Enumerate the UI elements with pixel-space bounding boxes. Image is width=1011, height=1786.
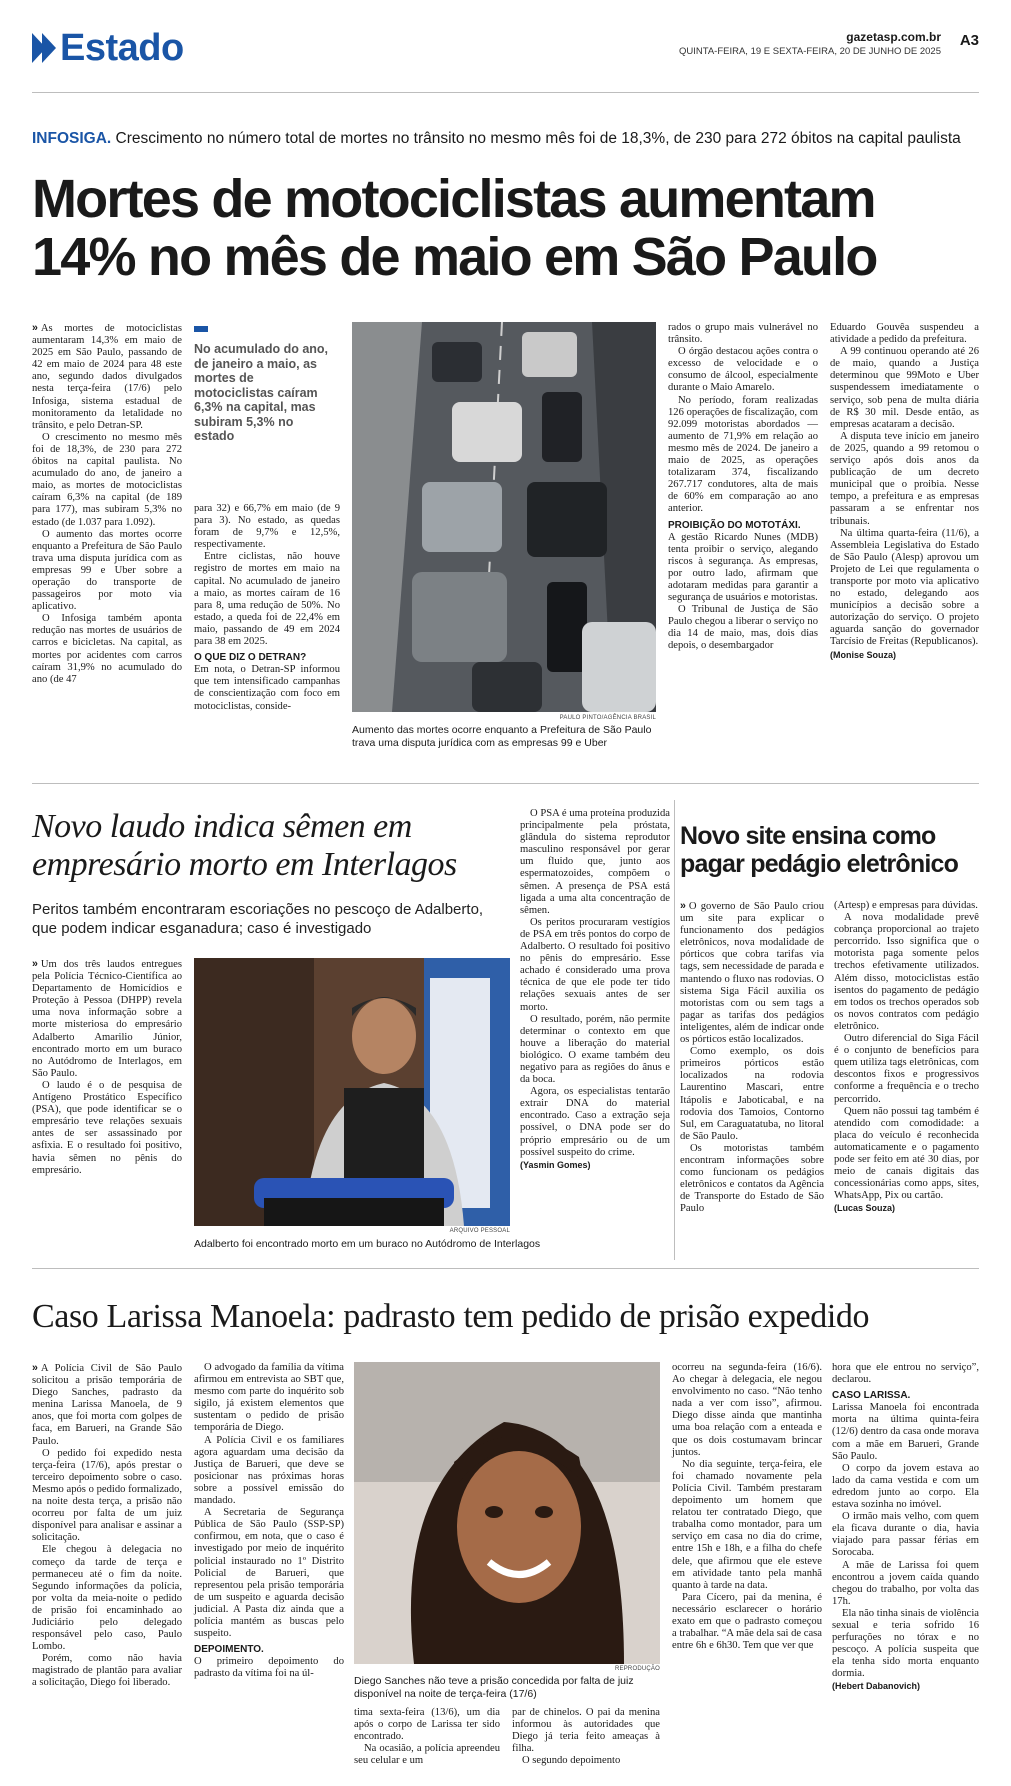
paragraph: rados o grupo mais vulnerável no trânsito. (668, 322, 818, 346)
paragraph: O aumento das mortes ocorre enquanto a Prefeitura de São Paulo trava uma disputa jurídica com as empresas 99 e Uber sobre a operação do transporte de passageiros por moto via aplicativo. (32, 528, 182, 613)
laudo-photo (194, 958, 510, 1226)
byline: (Hebert Dabanovich) (832, 1681, 921, 1692)
laudo-headline-line-1: Novo laudo indica sêmen em (32, 808, 412, 845)
paragraph: O irmão mais velho, com quem ela ficava durante o dia, havia viajado para passar férias em Sorocaba. (832, 1511, 979, 1559)
laudo-deck: Peritos também encontraram escoriações no pescoço de Adalberto, que podem indicar esganadura; caso é investigado (32, 901, 484, 937)
guillemet-icon: » (32, 1362, 38, 1374)
page-number: A3 (959, 32, 979, 49)
paragraph: Eduardo Gouvêa suspendeu a atividade a pedido da prefeitura. (830, 322, 979, 346)
paragraph: O advogado da família da vítima afirmou em entrevista ao SBT que, mesmo com parte do inquérito sob sigilo, já existem elementos que sustentam o pedido de prisão temporária de Diego. (194, 1362, 344, 1434)
photo-credit: ARQUIVO PESSOAL (449, 1228, 510, 1234)
paragraph: O corpo da jovem estava ao lado da cama vestida e com um edredom junto ao corpo. Ela estava sozinha no imóvel. (832, 1462, 979, 1511)
site-headline (680, 822, 980, 878)
photo-caption: Adalberto foi encontrado morto em um buraco no Autódromo de Interlagos (194, 1238, 541, 1250)
girl-portrait-icon (354, 1362, 660, 1664)
paragraph: (Artesp) e empresas para dúvidas. (834, 900, 978, 911)
pull-quote: No acumulado do ano, de janeiro a maio, as mortes de motociclistas caíram 6,3% na capital, mas subiram 5,3% no estado (194, 342, 329, 443)
paragraph: ocorreu na segunda-feira (16/6). Ao chegar à delegacia, ele negou envolvimento no caso. “Não tenho nada a ver com isso”, afirmou. Diego disse ainda que mantinha uma boa relação com a enteada e que os dois costumavam brincar juntos. (672, 1362, 822, 1458)
paragraph: A 99 continuou operando até 26 de maio, quando a Justiça determinou que 99Moto e Uber suspendessem imediatamente o serviço, sob pena de multa diária de R$ 30 mil. Desde então, as empresas acataram a decisão. (830, 346, 979, 430)
paragraph: Na ocasião, a polícia apreendeu seu celular e um (354, 1743, 500, 1767)
larissa-photo (354, 1362, 660, 1664)
paragraph: O Tribunal de Justiça de São Paulo chegou a liberar o serviço no dia 14 de maio, mas, dois dias depois, o desembargador (668, 604, 818, 652)
paragraph: » O governo de São Paulo criou um site para explicar o funcionamento dos pedágios eletrônicos, nova modalidade de pórticos que cobra tarifas via tags, sem necessidade de parada e mantendo o fluxo nas rodovias. O sistema Siga Fácil auxilia os motoristas com ou sem tags a pagar as tarifas dos pedágios inteligentes, além de indicar onde os pórticos estão localizados. (680, 900, 824, 1046)
laudo-column-3 (520, 808, 670, 1171)
paragraph: O PSA é uma proteína produzida principalmente pela próstata, glândula do sistema reprodutor masculino responsável por gerar um fluido que, junto aos espermatozoides, compõem o sêmen. A presença de PSA está ligada a uma alta concentração de sêmen. (520, 808, 670, 916)
section-logo (32, 28, 184, 68)
paragraph: Na última quarta-feira (11/6), a Assembleia Legislativa do Estado de São Paulo (Alesp) aprovou um Projeto de Lei que regulamenta o transporte por moto via aplicativo no estado, delegando aos municípios a decisão sobre a autorização do serviço. O projeto aguarda sanção do governador Tarcísio de Freitas (Republicanos). (830, 527, 979, 648)
site-headline-line-1: Novo site ensina como (680, 822, 936, 850)
paragraph: Larissa Manoela foi encontrada morta na última quinta-feira (12/6) dentro da casa onde morava com a mãe em Barueri, Grande São Paulo. (832, 1402, 979, 1462)
byline: (Lucas Souza) (834, 1203, 896, 1214)
paragraph: O pedido foi expedido nesta terça-feira (17/6), após prestar o terceiro depoimento sobre o caso. Mesmo após o pedido formalizado, na noite desta terça, a prisão não ocorreu por falta de um juiz disponível para analisar e assinar a solicitação. (32, 1447, 182, 1544)
larissa-column-1 (32, 1362, 182, 1690)
dateline: QUINTA-FEIRA, 19 E SEXTA-FEIRA, 20 DE JUNHO DE 2025 (678, 46, 941, 57)
paragraph: Os peritos procuraram vestígios de PSA em três pontos do corpo de Adalberto. O resultado foi positivo no pênis do empresário. Esse achado é considerado uma prova técnica de que ele pode ter tido relações sexuais antes de ser morto. (520, 916, 670, 1013)
paragraph: Porém, como não havia magistrado de plantão para avaliar a solicitação, Diego foi liberado. (32, 1653, 182, 1689)
site-column-2 (834, 900, 979, 1214)
site-url: gazetasp.com.br (846, 30, 941, 44)
paragraph: No dia seguinte, terça-feira, ele foi chamado novamente pela Polícia Civil. Também prestaram depoimento um homem que relatou ter contratado Diego, que trabalha como montador, para um serviço em casa no dia do crime, entre 15h e 18h, e a filha do chefe dele, que afirmou que ele esteve em atividade tanto pela manhã quanto à tarde na data. (672, 1458, 822, 1591)
subheading: DEPOIMENTO. (194, 1644, 264, 1656)
laudo-headline-line-2: empresário morto em Interlagos (32, 846, 457, 883)
main-photo (352, 322, 656, 712)
paragraph: O crescimento no mesmo mês foi de 18,3%, de 230 para 272 óbitos na capital paulista. No acumulado do ano, de janeiro a maio, as mortes de motociclistas caíram 6,3% na capital (de 189 para 177), mas subiram 5,3% no estado (de 1.037 para 1.092). (32, 431, 182, 528)
main-headline-line-1: Mortes de motociclistas aumentam (32, 169, 875, 229)
kicker-label: INFOSIGA. (32, 130, 112, 147)
portrait-photo-icon (194, 958, 510, 1226)
subheading: CASO LARISSA. (832, 1390, 911, 1402)
paragraph: A Secretaria de Segurança Pública de São Paulo (SSP-SP) confirmou, em nota, que o caso é investigado por meio de inquérito policial instaurado no 1º Distrito Policial de Barueri, que representou pela prisão temporária de um suspeito e aguarda decisão judicial. A Pasta diz ainda que a polícia mantém as buscas pelo suspeito. (194, 1507, 344, 1640)
column-divider (674, 800, 675, 1260)
section-name: Estado (60, 26, 184, 69)
larissa-column-4 (672, 1362, 822, 1652)
photo-caption: Aumento das mortes ocorre enquanto a Prefeitura de São Paulo trava uma disputa jurídica com as empresas 99 e Uber (352, 724, 652, 749)
paragraph: Ela não tinha sinais de violência sexual e teria sofrido 16 perfurações no tórax e no pescoço. A polícia suspeita que ela tenha sido morta enquanto dormia. (832, 1607, 979, 1680)
section-rule (32, 783, 979, 784)
paragraph: para 32) e 66,7% em maio (de 9 para 3). No estado, as quedas foram de 9,7% e 12,5%, respectivamente. (194, 503, 340, 551)
paragraph: No período, foram realizadas 126 operações de fiscalização, com 92.099 motoristas abordados — aumento de 71,9% em relação ao mesmo mês de 2024. De janeiro a maio de 2025, as operações totalizaram 374, fiscalizando 267.717 condutores, alta de mais de 60% em comparação ao ano anterior. (668, 394, 818, 515)
laudo-headline (32, 808, 512, 884)
paragraph: Agora, os especialistas tentarão extrair DNA do material encontrado. Caso a extração seja possível, o DNA pode ser do próprio empresário ou de um possível suspeito do crime. (520, 1086, 670, 1158)
site-column-1 (680, 900, 824, 1215)
paragraph: O primeiro depoimento do padrasto da vítima foi na úl- (194, 1656, 344, 1680)
main-column-3 (668, 322, 818, 653)
paragraph: tima sexta-feira (13/6), um dia após o corpo de Larissa ter sido encontrado. (354, 1707, 500, 1743)
paragraph: Para Cícero, pai da menina, é necessário esclarecer o horário exato em que o padrasto começou a trabalhar. “A mãe dela sai de casa entre 6h e 6h30. Tem que ver que (672, 1591, 822, 1652)
paragraph: Como exemplo, os dois primeiros pórticos estão localizados na rodovia Laurentino Mascari, entre Itápolis e Jaboticabal, e na rodovia dos Tamoios, Contorno Sul, em Caraguatatuba, no litoral de São Paulo. (680, 1046, 824, 1142)
main-headline-line-2: 14% no mês de maio em São Paulo (32, 227, 877, 287)
paragraph: A gestão Ricardo Nunes (MDB) tenta proibir o serviço, alegando riscos à segurança. As empresas, por outro lado, afirmam que adotaram medidas para garantir a segurança de usuários e motoristas. (668, 531, 818, 604)
paragraph: » As mortes de motociclistas aumentaram 14,3% em maio de 2025 em São Paulo, passando de 42 em maio de 2024 para 48 este ano, segundo dados divulgados nesta terça-feira (17/6) pelo Infosiga, sistema estadual de monitoramento da letalidade no trânsito, e pelo Detran-SP. (32, 322, 182, 431)
header-rule (32, 92, 979, 93)
larissa-column-3a (354, 1707, 500, 1767)
paragraph: Quem não possui tag também é atendido com comodidade: a placa do veículo é reconhecida automaticamente e o pagamento pode ser feito em até 30 dias, por meio de canais digitais das concessionárias como apps, sites, WhatsApp, Pix ou cartão. (834, 1105, 979, 1202)
paragraph: A mãe de Larissa foi quem encontrou a jovem caída quando chegou do trabalho, por volta das 17h. (832, 1559, 979, 1607)
larissa-column-3b (512, 1707, 660, 1767)
paragraph: A Polícia Civil e os familiares agora aguardam uma decisão da Justiça de Barueri, que deve se posicionar nas próximas horas sobre a possível emissão do mandado. (194, 1434, 344, 1507)
paragraph: Entre ciclistas, não houve registro de mortes em maio na capital. No acumulado de janeiro a maio, as mortes caíram de 16 para 8, uma redução de 50%. No estado, a queda foi de 22,4% em maio, passando de 49 em 2024 para 38 em 2025. (194, 551, 340, 648)
byline: (Monise Souza) (830, 649, 897, 660)
paragraph: hora que ele entrou no serviço”, declarou. (832, 1362, 979, 1386)
main-column-4 (830, 322, 979, 661)
paragraph: Em nota, o Detran-SP informou que tem intensificado campanhas de conscientização com foco em motociclistas, conside- (194, 664, 340, 712)
paragraph: O Infosiga também aponta redução nas mortes de usuários de carros e bicicletas. Na capital, as mortes por acidentes com carros caíram 31,9% no acumulado do ano (de 47 (32, 613, 182, 685)
main-column-2 (194, 503, 340, 713)
larissa-headline: Caso Larissa Manoela: padrasto tem pedido de prisão expedido (32, 1298, 870, 1335)
paragraph: Outro diferencial do Siga Fácil é o conjunto de benefícios para quem utiliza tags eletrônicas, com descontos fixos e progressivos conforme a frequência e o trecho percorrido. (834, 1033, 979, 1105)
section-rule (32, 1268, 979, 1269)
pull-quote-bar (194, 326, 208, 332)
subheading: O QUE DIZ O DETRAN? (194, 652, 307, 664)
guillemet-icon: » (32, 322, 38, 334)
paragraph: Os motoristas também encontram informações sobre como funcionam os pedágios eletrônicos e contatos da Agência de Transporte do Estado de São Paulo (680, 1142, 824, 1215)
paragraph: O órgão destacou ações contra o excesso de velocidade e o consumo de álcool, especialmente durante o Maio Amarelo. (668, 346, 818, 394)
kicker-text: Crescimento no número total de mortes no trânsito no mesmo mês foi de 18,3%, de 230 para 272 óbitos na capital paulista (115, 130, 961, 147)
paragraph: O resultado, porém, não permite determinar o contexto em que houve a liberação do material biológico. O exame também deu negativo para as regiões do ânus e da boca. (520, 1013, 670, 1086)
byline: (Yasmin Gomes) (520, 1159, 591, 1170)
paragraph: » Um dos três laudos entregues pela Polícia Técnico-Científica ao Departamento de Homicídios e Proteção à Pessoa (DHPP) revela uma nova informação sobre a morte misteriosa do empresário Adalberto Amarilio Júnior, encontrado morto em um buraco no Autódromo de Interlagos, em São Paulo. (32, 958, 182, 1079)
paragraph: Ele chegou à delegacia no começo da tarde de terça e permaneceu até o fim da noite. Segundo informações da polícia, por volta da meia-noite o pedido de prisão foi encaminhado ao Judiciário pelo delegado responsável pelo caso, Paulo Lombo. (32, 1544, 182, 1653)
photo-credit: REPRODUÇÃO (614, 1666, 660, 1672)
guillemet-icon: » (32, 958, 38, 970)
photo-caption: Diego Sanches não teve a prisão concedida por falta de juiz disponível na noite de terça-feira (17/6) (354, 1675, 634, 1700)
chevron-right-icon (42, 33, 56, 63)
traffic-photo-icon (352, 322, 656, 712)
guillemet-icon: » (680, 900, 686, 912)
larissa-column-5 (832, 1362, 979, 1693)
main-headline (32, 170, 982, 286)
kicker (32, 130, 992, 148)
paragraph: A disputa teve início em janeiro de 2025, quando a 99 retomou o serviço após dois anos da publicação de um decreto municipal que o proibia. Nesse tempo, a prefeitura e as empresas passaram a se enfrentar nos tribunais. (830, 430, 979, 527)
paragraph: » A Polícia Civil de São Paulo solicitou a prisão temporária de Diego Sanches, padrasto da menina Larissa Manoela, de 9 anos, que foi morta com golpes de faca, em Barueri, na Grande São Paulo. (32, 1362, 182, 1447)
photo-credit: PAULO PINTO/AGÊNCIA BRASIL (559, 715, 656, 721)
paragraph: O segundo depoimento (522, 1755, 621, 1767)
subheading: PROIBIÇÃO DO MOTOTÁXI. (668, 519, 801, 531)
laudo-column-1 (32, 958, 182, 1177)
site-headline-line-2: pagar pedágio eletrônico (680, 850, 959, 878)
larissa-column-2 (194, 1362, 344, 1680)
paragraph: O laudo é o de pesquisa de Antígeno Prostático Específico (PSA), que pode identificar se o empresário teve relações sexuais antes de ser assassinado por asfixia. E o resultado foi positivo, havia sêmen no pênis do empresário. (32, 1079, 182, 1176)
paragraph: A nova modalidade prevê cobrança proporcional ao trajeto percorrido. Isso significa que o motorista paga somente pelos trechos efetivamente utilizados. Além disso, motociclistas estão isentos do pagamento de pedágio em todos os trechos operados sob os novos contratos com pedágio eletrônico. (834, 912, 979, 1032)
paragraph: par de chinelos. O pai da menina informou às autoridades que Diego já teria feito ameaças à filha. (512, 1707, 660, 1755)
main-column-1 (32, 322, 182, 686)
